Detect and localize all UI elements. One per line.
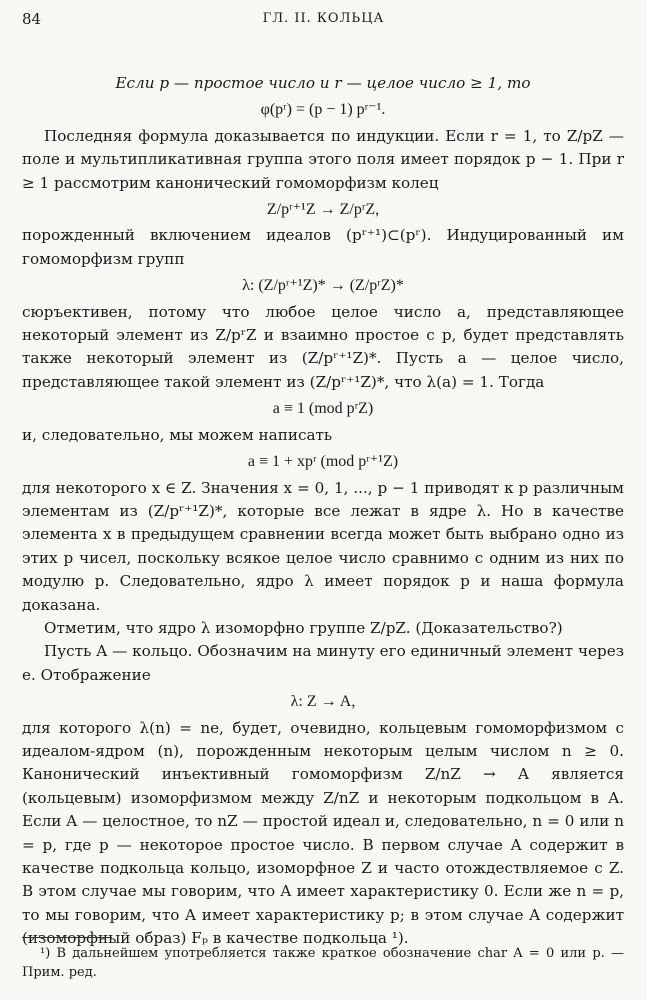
paragraph-surjective: сюръективен, потому что любое целое число a, представляющее некоторый элемент из Z/pʳZ и взаимно простое с p, будет представлять также некоторый элемент из (Z/pʳ⁺¹Z)*. Пусть a — целое число, представляющее такой элемент из (Z/pʳ⁺¹Z)*, что λ(a) = 1. Тогда — [22, 302, 624, 391]
equation-lambda-groups: λ: (Z/pʳ⁺¹Z)* → (Z/pʳZ)* — [242, 277, 404, 295]
paragraph-induction: Последняя формула доказывается по индукции. Если r = 1, то Z/pZ — поле и мультипликативная группа этого поля имеет порядок p − 1. При r ≥ 1 рассмотрим канонический гомоморфизм колец — [22, 126, 624, 192]
paragraph-ring-a: Пусть A — кольцо. Обозначим на минуту его единичный элемент через e. Отображение — [22, 642, 624, 684]
theorem-statement: Если p — простое число и r — целое число ≥ 1, то — [115, 74, 531, 92]
paragraph-characteristic: для которого λ(n) = ne, будет, очевидно, кольцевым гомоморфизмом с идеалом-ядром (n), порожденным некоторым целым числом n ≥ 0. Канонический инъективный гомоморфизм Z/nZ → A является (кольцевым) изоморфизмом между Z/nZ и некоторым подкольцом в A. Если A — целостное, то nZ — простой идеал и, следовательно, n = 0 или n = p, где p — некоторое простое число. В первом случае A содержит в качестве подкольца кольцо, изоморфное Z и часто отождествляемое с Z. В этом случае мы говорим, что A имеет характеристику 0. Если же n = p, то мы говорим, что A имеет характеристику p; в этом случае A содержит (изоморфный образ) Fₚ в качестве подкольца ¹). — [22, 718, 624, 948]
equation-map-z-to-a: λ: Z → A, — [290, 693, 356, 711]
footnote — [22, 944, 624, 982]
paragraph-kernel: для некоторого x ∈ Z. Значения x = 0, 1, ..., p − 1 приводят к p различным элементам из (Z/pʳ⁺¹Z)*, которые все лежат в ядре λ. Но в качестве элемента x в предыдущем сравнении всегда может быть выбрано одно из этих p чисел, поскольку всякое целое число сравнимо с одним из них по модулю p. Следовательно, ядро λ имеет порядок p и наша формула доказана. — [22, 478, 624, 614]
main-text — [22, 72, 624, 951]
running-head: ГЛ. II. КОЛЬЦА — [262, 11, 385, 26]
footnote-rule — [22, 937, 112, 938]
footnote-text: ¹) В дальнейшем употребляется также краткое обозначение char A = 0 или p. — Прим. ред. — [22, 946, 624, 980]
paragraph-kernel-isomorphic: Отметим, что ядро λ изоморфно группе Z/pZ. (Доказательство?) — [44, 618, 563, 637]
paragraph-write: и, следовательно, мы можем написать — [22, 425, 333, 444]
equation-congruence-2: a ≡ 1 + xpʳ (mod pʳ⁺¹Z) — [247, 453, 399, 471]
equation-ring-homomorphism: Z/pʳ⁺¹Z → Z/pʳZ, — [266, 201, 380, 219]
paragraph-inclusion: порожденный включением идеалов (pʳ⁺¹)⊂(pʳ). Индуцированный им гомоморфизм групп — [22, 226, 624, 268]
equation-congruence-1: a ≡ 1 (mod pʳZ) — [272, 400, 374, 418]
page-header — [22, 10, 625, 32]
page-number: 84 — [22, 10, 42, 28]
equation-phi: φ(pʳ) = (p − 1) pʳ⁻¹. — [260, 101, 386, 119]
